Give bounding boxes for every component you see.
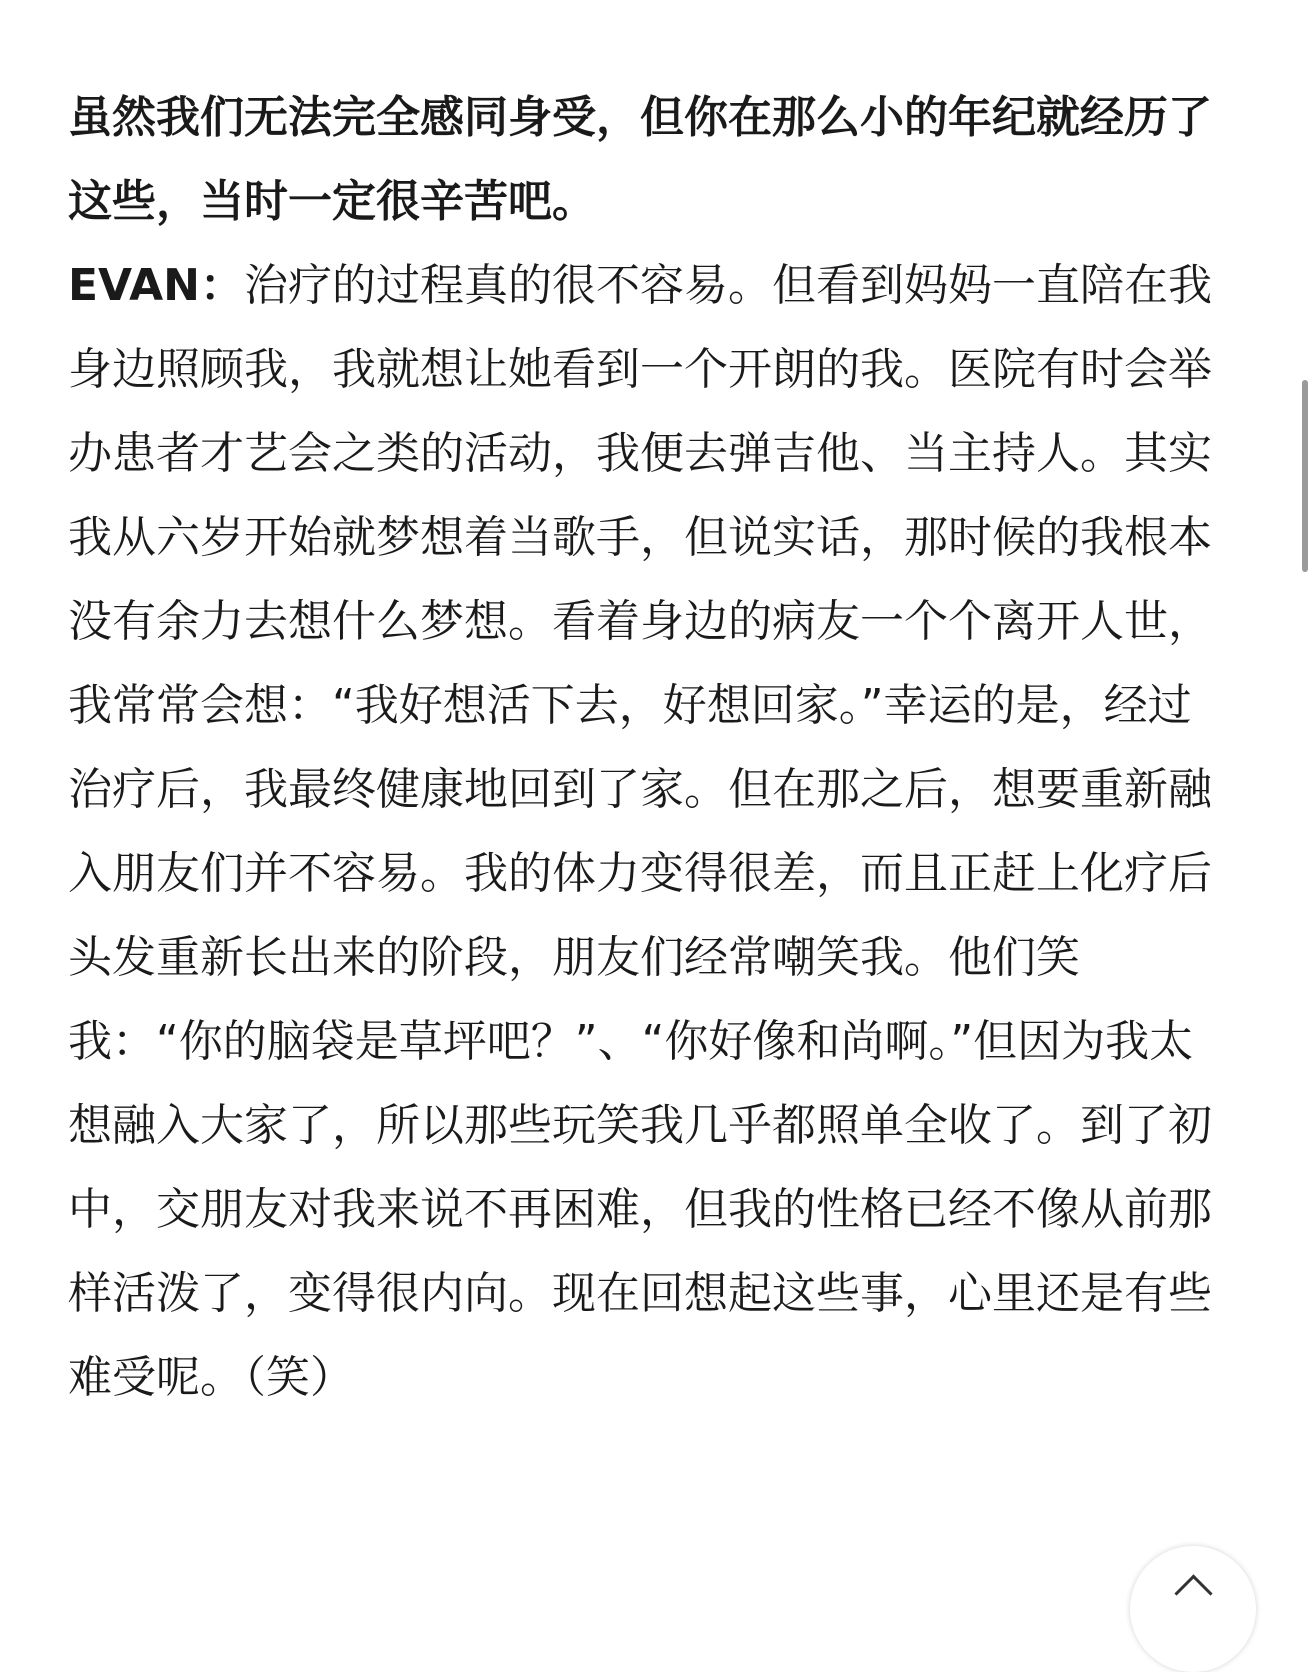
- scrollbar-thumb[interactable]: [1302, 380, 1308, 572]
- next-paragraph-cutoff: [68, 1588, 1218, 1612]
- answer-text: 治疗的过程真的很不容易。但看到妈妈一直陪在我身边照顾我，我就想让她看到一个开朗的我。医院有时会举办患者才艺会之类的活动，我便去弹吉他、当主持人。其实我从六岁开始就梦想着当歌手，但说实话，那时候的我根本没有余力去想什么梦想。看着身边的病友一个个离开人世，我常常会想：“我好想活下去，好想回家。”幸运的是，经过治疗后，我最终健康地回到了家。但在那之后，想要重新融入朋友们并不容易。我的体力变得很差，而且正赶上化疗后头发重新长出来的阶段，朋友们经常嘲笑我。他们笑我：“你的脑袋是草坪吧？”、“你好像和尚啊。”但因为我太想融入大家了，所以那些玩笑我几乎都照单全收了。到了初中，交朋友对我来说不再困难，但我的性格已经不像从前那样活泼了，变得很内向。现在回想起这些事，心里还是有些难受呢。（笑）: [68, 260, 1212, 1403]
- speaker-label: EVAN：: [68, 260, 244, 311]
- scroll-to-top-button[interactable]: [1130, 1546, 1256, 1672]
- interview-answer: [68, 244, 1228, 1420]
- interview-question: 虽然我们无法完全感同身受，但你在那么小的年纪就经历了这些，当时一定很辛苦吧。: [68, 92, 1212, 227]
- article-body: [68, 76, 1228, 1420]
- chevron-up-icon: [1174, 1574, 1212, 1612]
